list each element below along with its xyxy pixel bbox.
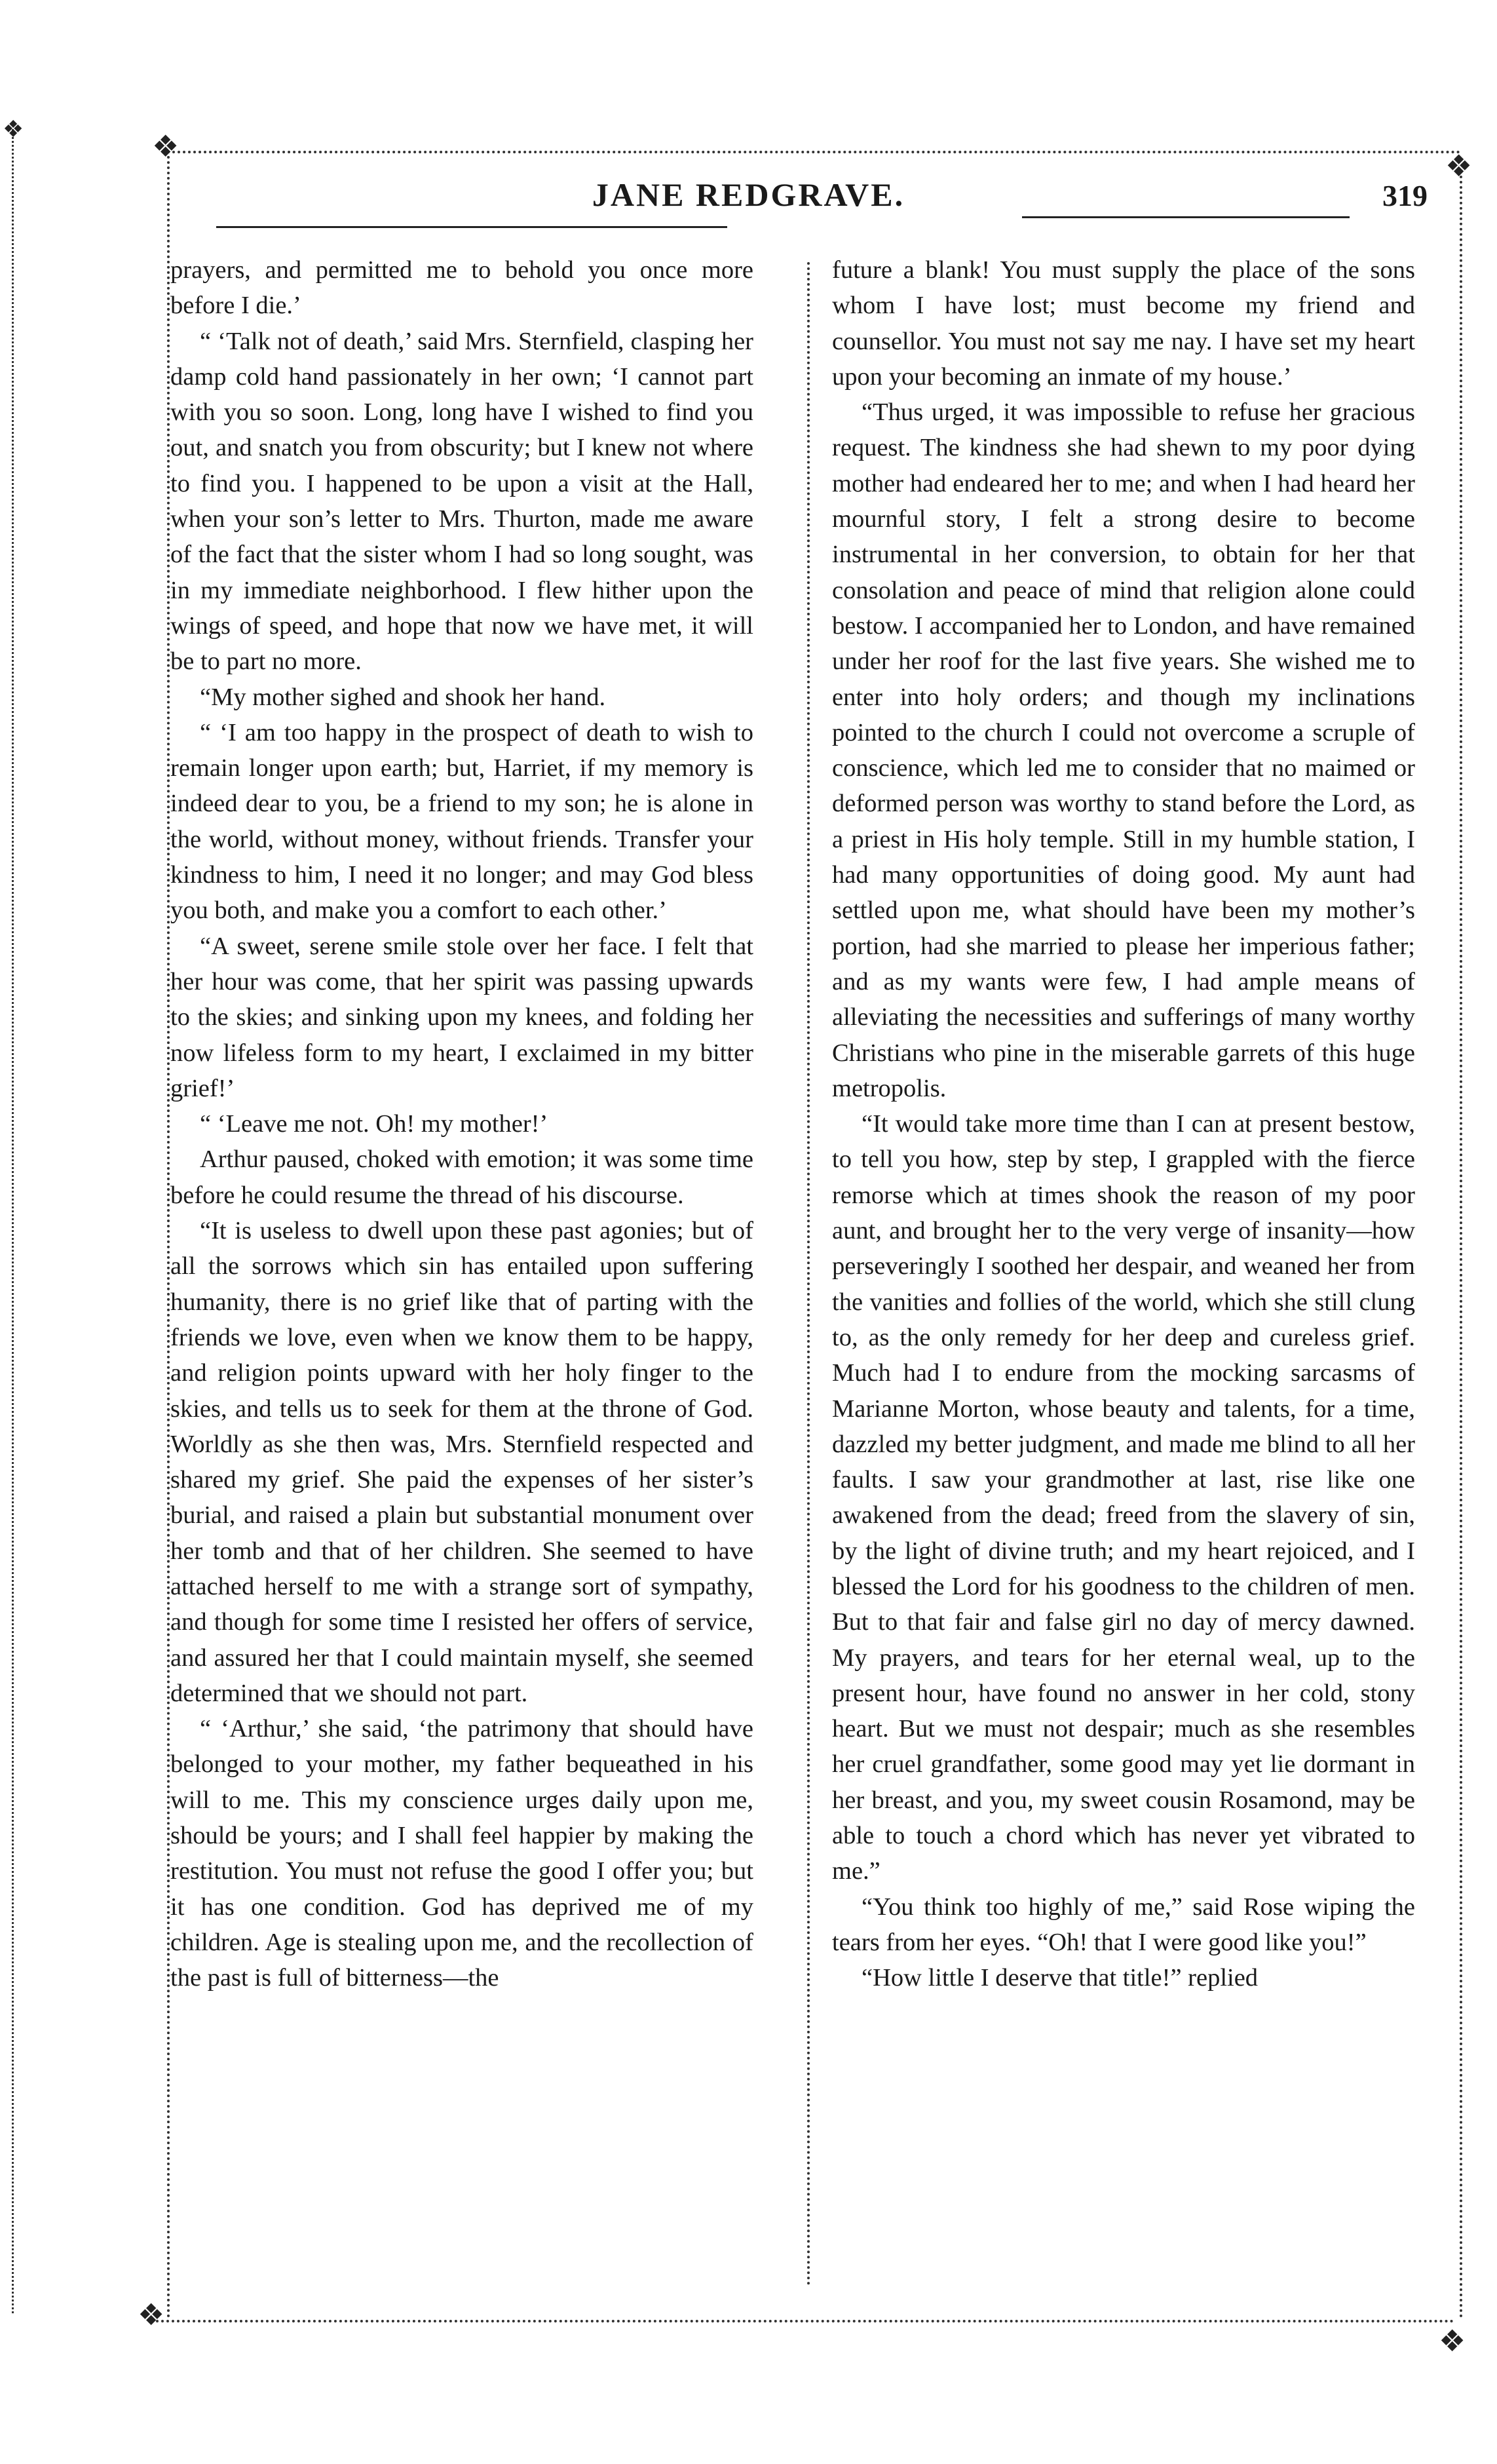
- paragraph: “My mother sighed and shook her hand.: [200, 683, 606, 711]
- paragraph: “How little I deserve that title!” replied: [862, 1964, 1259, 1992]
- outer-margin-rule: [12, 125, 14, 2313]
- running-title: JANE REDGRAVE.: [592, 176, 905, 213]
- corner-ornament-icon: ❖: [1445, 149, 1473, 183]
- corner-ornament-icon: ❖: [1439, 2324, 1466, 2358]
- paragraph: “ ‘I am too happy in the prospect of death to wish to remain longer upon earth; but, Harriet, if my memory is indeed dear to you, be a friend to my son; he is alone in the world, without money, without friends. Transfer your kindness to him, I need it no longer; and may God bless you both, and make you a comfort to each other.’: [170, 718, 753, 925]
- corner-ornament-icon: ❖: [152, 130, 180, 163]
- paragraph: “ ‘Arthur,’ she said, ‘the patrimony that should have belonged to your mother, my father bequeathed in his will to me. This my conscience urges daily upon me, should be yours; and I shall feel happier by making the restitution. You must not refuse the good I offer you; but it has one condition. God has deprived me of my children. Age is stealing upon me, and the recollection of the past is full of bitterness—the: [170, 1715, 753, 1992]
- right-border-rule: [1460, 170, 1462, 2320]
- column-divider-rule: [807, 262, 810, 2287]
- paragraph: “ ‘Talk not of death,’ said Mrs. Sternfield, clasping her damp cold hand passionately in her own; ‘I cannot part with you so soon. Long, long have I wished to find you out, and snatch you from obscurity; but I knew not where to find you. I happened to be upon a visit at the Hall, when your son’s letter to Mrs. Thurton, made me aware of the fact that the sister whom I had so long sought, was in my immediate neighborhood. I flew hither upon the wings of speed, and hope that now we have met, it will be to part no more.: [170, 327, 753, 676]
- paragraph: prayers, and permitted me to behold you once more before I die.’: [170, 256, 753, 320]
- paragraph: future a blank! You must supply the place of the sons whom I have lost; must become my friend and counsellor. You must not say me nay. I have set my heart upon your becoming an inmate of my house.’: [832, 256, 1415, 391]
- corner-ornament-icon: ❖: [138, 2298, 165, 2332]
- header-rule-right: [1022, 216, 1350, 218]
- paragraph: “It would take more time than I can at present bestow, to tell you how, step by step, I grappled with the fierce remorse which at times shook the reason of my poor aunt, and brought her to the very verge of insanity—how perseveringly I soothed her despair, and weaned her from the vanities and follies of the world, which she still clung to, as the only remedy for her deep and cureless grief. Much had I to endure from the mocking sarcasms of Marianne Morton, whose beauty and talents, for a time, dazzled my better judgment, and made me blind to all her faults. I saw your grandmother at last, rise like one awakened from the dead; freed from the slavery of sin, by the light of divine truth; and my heart rejoiced, and I blessed the Lord for his goodness to the children of men. But to that fair and false girl no day of mercy dawned. My prayers, and tears for her eternal weal, up to the present hour, have found no answer in her cold, stony heart. But we must not despair; much as she resembles her cruel grandfather, some good may yet lie dormant in her breast, and you, my sweet cousin Rosamond, may be able to touch a chord which has never yet vibrated to me.”: [832, 1110, 1415, 1885]
- paragraph: “It is useless to dwell upon these past agonies; but of all the sorrows which sin has entailed upon suffering humanity, there is no grief like that of parting with the friends we love, even when we know them to be happy, and religion points upward with her holy finger to the skies, and tells us to seek for them at the throne of God. Worldly as she then was, Mrs. Sternfield respected and shared my grief. She paid the expenses of her sister’s burial, and raised a plain but substantial monument over her tomb and that of her children. She seemed to have attached herself to me with a strange sort of sympathy, and though for some time I resisted her offers of service, and assured her that I could maintain myself, she seemed determined that we should not part.: [170, 1217, 753, 1707]
- paragraph: “A sweet, serene smile stole over her face. I felt that her hour was come, that her spirit was passing upwards to the skies; and sinking upon my knees, and folding her now lifeless form to my heart, I exclaimed in my bitter grief!’: [170, 932, 753, 1102]
- left-border-rule: [167, 151, 170, 2320]
- left-text-column: [170, 252, 753, 1996]
- top-ornamental-rule: [167, 151, 1461, 153]
- margin-ornament-icon: ❖: [3, 116, 24, 142]
- paragraph: “ ‘Leave me not. Oh! my mother!’: [200, 1110, 548, 1138]
- header-rule: [216, 226, 727, 228]
- right-text-column: [832, 252, 1415, 1996]
- bottom-ornamental-rule: [151, 2320, 1454, 2322]
- paragraph: Arthur paused, choked with emotion; it was some time before he could resume the thread of his discourse.: [170, 1145, 753, 1209]
- paragraph: “You think too highly of me,” said Rose wiping the tears from her eyes. “Oh! that I were good like you!”: [832, 1893, 1415, 1956]
- page-number: 319: [1382, 179, 1428, 212]
- paragraph: “Thus urged, it was impossible to refuse her gracious request. The kindness she had shewn to my poor dying mother had endeared her to me; and when I had heard her mournful story, I felt a strong desire to become instrumental in her conversion, to obtain for her that consolation and peace of mind that religion alone could bestow. I accompanied her to London, and have remained under her roof for the last five years. She wished me to enter into holy orders; and though my inclinations pointed to the church I could not overcome a scruple of conscience, which led me to consider that no maimed or deformed person was worthy to stand before the Lord, as a priest in His holy temple. Still in my humble station, I had many opportunities of doing good. My aunt had settled upon me, what should have been my mother’s portion, had she married to please her imperious father; and as my wants were few, I had ample means of alleviating the necessities and sufferings of many worthy Christians who pine in the miserable garrets of this huge metropolis.: [832, 398, 1415, 1102]
